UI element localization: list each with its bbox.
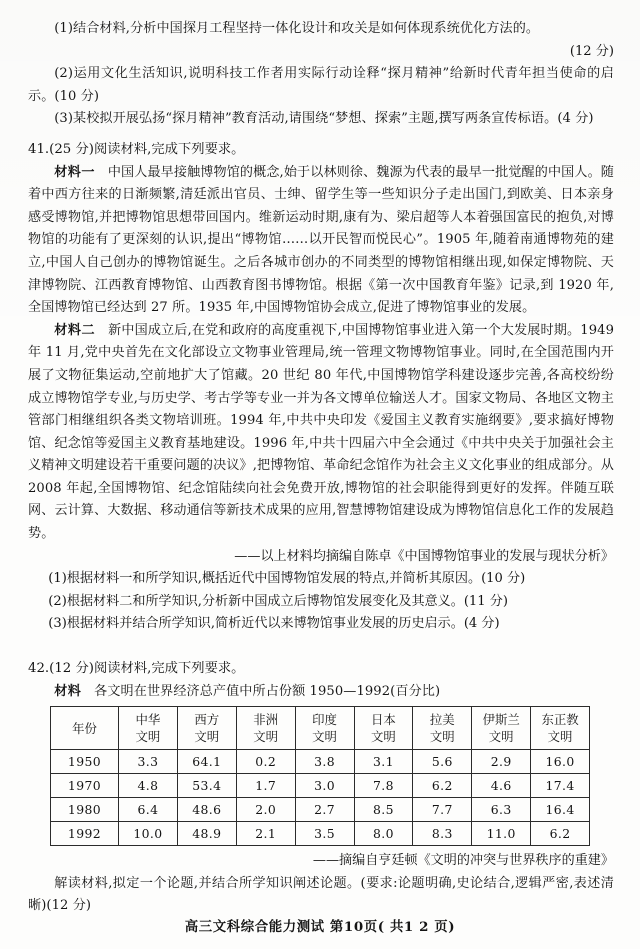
- q41-sub2: (2)根据材料二和所学知识,分析新中国成立后博物馆发展变化及其意义。(11 分): [48, 593, 508, 609]
- table-header-cell: 东正教 文明: [531, 707, 590, 750]
- table-cell: 1970: [51, 774, 119, 798]
- table-header-cell: 西方 文明: [177, 707, 236, 750]
- table-cell: 3.3: [119, 750, 178, 774]
- table-cell: 8.0: [354, 822, 413, 846]
- material-two-label: 材料二: [54, 322, 96, 338]
- table-cell: 3.8: [295, 750, 354, 774]
- spacer: [28, 636, 614, 658]
- q41-sub3: (3)根据材料并结合所学知识,简析近代以来博物馆事业发展的历史启示。(4 分): [48, 616, 500, 632]
- table-cell: 53.4: [177, 774, 236, 798]
- civilization-share-table: [50, 706, 590, 846]
- page-footer: [0, 916, 640, 935]
- table-header-cell: 印度 文明: [295, 707, 354, 750]
- question-42-header: 42.(12 分)阅读材料,完成下列要求。: [28, 661, 245, 677]
- question-41-source: ——以上材料均摘编自陈卓《中国博物馆事业的发展与现状分析》: [234, 548, 614, 564]
- q42-material-title: 各文明在世界经济总产值中所占份额 1950—1992(百分比): [94, 683, 441, 699]
- question-42-source: ——摘编自亨廷顿《文明的冲突与世界秩序的重建》: [312, 853, 614, 869]
- q42-material-label: 材料: [54, 683, 82, 699]
- table-row: [51, 750, 590, 774]
- material-one-body: 中国人最早接触博物馆的概念,始于以林则徐、魏源为代表的最早一批觉醒的中国人。随着中西方往来的日渐频繁,清廷派出官员、士绅、留学生等一些知识分子走出国门,到欧美、日本亲身感受博物馆,并把博物馆思想带回国内。维新运动时期,康有为、梁启超等人本着强国富民的抱负,对博物馆的功能有了更深刻的认识,提出“博物馆……以开民智而悦民心”。1905 年,随着南通博物苑的建立,中国人自己创办的博物馆诞生。之后各城市创办的不同类型的博物馆相继出现,如保定博物院、天津博物院、江西教育博物馆、山西教育图书博物馆。根据《第一次中国教育年鉴》记录,到 1920 年,全国博物馆已经达到 27 所。1935 年,中国博物馆协会成立,促进了博物馆事业的发展。: [28, 164, 614, 316]
- table-cell: 8.5: [354, 798, 413, 822]
- material-one-label: 材料一: [54, 164, 96, 180]
- table-cell: 6.3: [472, 798, 531, 822]
- table-row: [51, 774, 590, 798]
- table-cell: 64.1: [177, 750, 236, 774]
- civilization-share-table-wrapper: [50, 706, 614, 846]
- table-header-cell: 伊斯兰 文明: [472, 707, 531, 750]
- material-one-paragraph: [28, 162, 614, 320]
- table-cell: 10.0: [119, 822, 178, 846]
- table-cell: 11.0: [472, 822, 531, 846]
- table-cell: 6.2: [531, 822, 590, 846]
- spacer: [28, 131, 614, 139]
- table-header-cell: 非洲 文明: [236, 707, 295, 750]
- question-40-tail-block: [28, 18, 614, 918]
- table-header-cell: 拉美 文明: [413, 707, 472, 750]
- table-cell: 3.0: [295, 774, 354, 798]
- q40-sub1-score: (12 分): [569, 43, 614, 59]
- table-row: [51, 798, 590, 822]
- q40-sub2-text: (2)运用文化生活知识,说明科技工作者用实际行动诠释“探月精神”给新时代青年担当使命的启示。(10 分): [28, 66, 614, 104]
- question-42-prompt: 解读材料,拟定一个论题,并结合所学知识阐述论题。(要求:论题明确,史论结合,逻辑严密,表述清晰)(12 分): [28, 875, 614, 914]
- table-cell: 1992: [51, 822, 119, 846]
- table-cell: 7.8: [354, 774, 413, 798]
- table-cell: 2.1: [236, 822, 295, 846]
- material-two-body: 新中国成立后,在党和政府的高度重视下,中国博物馆事业进入第一个大发展时期。1949 年 11 月,党中央首先在文化部设立文物事业管理局,统一管理文物博物馆事业。同时,在全国范围内开展了文物征集运动,空前地扩大了馆藏。20 世纪 80 年代,中国博物馆学科建设逐步完善,各高校纷纷成立博物馆学专业,与历史学、考古学等专业一并为各文博单位输送人才。国家文物局、各地区文物主管部门相继组织各类文物培训班。1994 年,中共中央印发《爱国主义教育实施纲要》,要求搞好博物馆、纪念馆等爱国主义教育基地建设。1996 年,中共十四届六中全会通过《中共中央关于加强社会主义精神文明建设若干重要问题的决议》,把博物馆、革命纪念馆作为社会主义文化事业的组成部分。从 2008 年起,全国博物馆、纪念馆陆续向社会免费开放,博物馆的社会职能得到更好的发挥。伴随互联网、云计算、大数据、移动通信等新技术成果的应用,智慧博物馆建设成为博物馆信息化工作的发展趋势。: [28, 322, 614, 542]
- table-cell: 2.9: [472, 750, 531, 774]
- table-cell: 3.5: [295, 822, 354, 846]
- table-cell: 8.3: [413, 822, 472, 846]
- question-41-header: 41.(25 分)阅读材料,完成下列要求。: [28, 141, 245, 157]
- table-cell: 48.6: [177, 798, 236, 822]
- material-two-paragraph: [28, 320, 614, 546]
- table-cell: 16.4: [531, 798, 590, 822]
- table-cell: 3.1: [354, 750, 413, 774]
- table-cell: 5.6: [413, 750, 472, 774]
- q40-sub1-text: (1)结合材料,分析中国探月工程坚持一体化设计和攻关是如何体现系统优化方法的。: [54, 21, 540, 36]
- q41-sub1: (1)根据材料一和所学知识,概括近代中国博物馆发展的特点,并简析其原因。(10 分): [48, 571, 526, 587]
- table-cell: 2.0: [236, 798, 295, 822]
- table-cell: 4.8: [119, 774, 178, 798]
- table-cell: 6.2: [413, 774, 472, 798]
- table-cell: 0.2: [236, 750, 295, 774]
- table-cell: 7.7: [413, 798, 472, 822]
- table-cell: 17.4: [531, 774, 590, 798]
- table-header-cell: 日本 文明: [354, 707, 413, 750]
- table-cell: 16.0: [531, 750, 590, 774]
- table-cell: 48.9: [177, 822, 236, 846]
- table-cell: 1.7: [236, 774, 295, 798]
- table-cell: 1950: [51, 750, 119, 774]
- table-cell: 1980: [51, 798, 119, 822]
- table-cell: 4.6: [472, 774, 531, 798]
- table-cell: 2.7: [295, 798, 354, 822]
- table-header-row: [51, 707, 590, 750]
- table-cell: 6.4: [119, 798, 178, 822]
- table-header-cell: 年份: [51, 707, 119, 750]
- q42-material-title-line: [28, 681, 614, 704]
- footer-text: 高三文科综合能力测试 第10页( 共1 2 页): [184, 919, 456, 935]
- q40-sub3-text: (3)某校拟开展弘扬“探月精神”教育活动,请围绕“梦想、探索”主题,撰写两条宣传标语。(4 分): [54, 111, 594, 127]
- table-row: [51, 822, 590, 846]
- table-header-cell: 中华 文明: [119, 707, 178, 750]
